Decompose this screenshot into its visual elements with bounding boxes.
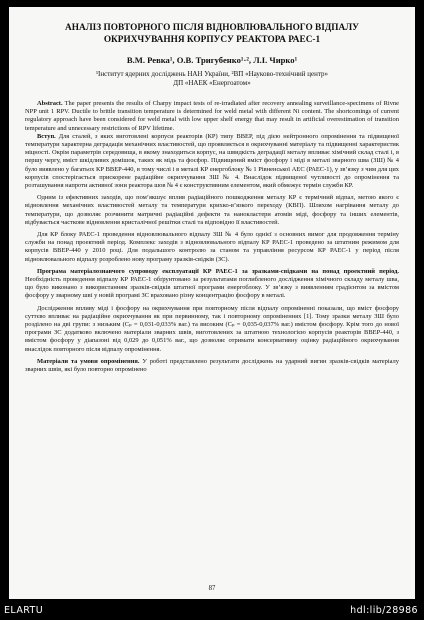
repository-footer [0,601,424,620]
abstract-paragraph [25,100,399,133]
abstract-label: Abstract. [37,100,63,107]
page-number: 87 [208,585,216,592]
section-materials-heading: Матеріали та умови опромінення. [37,357,140,365]
body-paragraph-5: Дослідження впливу міді і фосфору на окрихчування при повторному після відпалу опроміненні показали, що вміст фосфору суттєво впливає на радіаційне окрихчування як при первинному, так і повторному опроміненнях [1]. Тому зразки металу ЗШ було розділено на дві групи: з низьким (Cₚ = 0,031-0,033% ваг.) та високим (Cₚ = 0,035-0,037% ваг.) вмістом фосфору. Крім того до нової програми ЗС додатково включено матеріали зварних швів, виготовлених за штатною технологією корпусів реакторів ВВЕР-440, з вмістом фосфору у діапазоні від 0,029 до 0,051% ваг., що дозволяє отримати консервативну оцінку радіаційного окрихчування внаслідок повторного після відпалу опромінення. [25,304,399,353]
paper-page [9,7,415,599]
paper-title: АНАЛІЗ ПОВТОРНОГО ПІСЛЯ ВІДНОВЛЮВАЛЬНОГО ВІДПАЛУ ОКРИХЧУВАННЯ КОРПУСУ РЕАКТОРА РАЕС-1 [65,23,359,45]
section-program-heading: Програма матеріалознавчого супроводу експлуатації КР РАЕС-1 за зразками-свідками на понад проектний період. [37,267,399,275]
footer-handle-label: hdl:lib/28986 [350,605,418,616]
intro-text: Для сталей, з яких виготовлені корпуси реакторів (КР) типу ВВЕР, під дією нейтронного опромінення та підвищеної температури характерна деградація механічних властивостей, що проявляється в окрихчуванні матеріалу та підвищенні характеристик міцності. Окрім параметрів середовища, в якому знаходиться корпус, на швидкість деградації металу впливає хімічний склад сталі і, в першу чергу, вміст шкідливих домішок, таких як мідь та фосфор. Підвищений вміст фосфору і міді в металі зварного шва (ЗШ) № 4 було виявлено у багатьох КР ВВЕР-440, в тому числі і в металі КР енергоблоку № 1 Рівненської АЕС (РАЕС-1), у зв’язку з чим для цих корпусів спостерігається прискорене радіаційне окрихчування ЗШ № 4. Внаслідок підвищеної чутливості до опромінення та розташування напроти активної зони реактора шов № 4 є конструктивним елементом, який обмежує термін служби КР. [25,132,399,190]
affiliation [25,70,399,88]
section-program-text: Необхідність проведення відпалу КР РАЕС-1 обґрунтовано за результатами поглибленого дослідження хімічного складу металу шва, що було виконано з використанням зразків-свідків штатної програми енергоблоку. У зв’язку з виявленням градієнтом за вмістом фосфору у зварному шві у новій програмі ЗС враховано різну концентрацію фосфору в металі. [25,276,399,300]
paper-authors: В.М. Ревка¹, О.В. Тригубенко¹·², Л.І. Чирко¹ [126,55,298,65]
footer-left-label: ELARTU [4,605,44,616]
affiliation-line-1: ¹Інститут ядерних досліджень НАН України, ²ВП «Науково-технічний центр» [95,70,329,78]
intro-paragraph [25,133,399,190]
body-paragraph-2: Одним із ефективних заходів, що пом’якшує вплив радіаційного пошкодження металу КР є термічний відпал, метою якого є відновлення механічних властивостей металу та температури крихко-в’язкого переходу (КВП). Шляхом нагрівання металу до температури, що дозволяє розчинити матричні радіаційні дефекти та нанокластери атомів міді, фосфору та інших елементів, відбувається часткове відновлення кристалічної решітки сталі та відповідно її властивостей. [25,194,399,226]
body-paragraph-3: Для КР блоку РАЕС-1 проведення відновлювального відпалу ЗШ № 4 було однієї з основних вимог для продовження терміну служби на понад проектний період. Комплекс заходів з відновлювального відпалу КР РАЕС-1 проведено за штатним режимом для корпусів ВВЕР-440 у 2010 році. Для подальшого контролю за станом та управління ресурсом КР РАЕС-1 у період після відновлювального відпалу розроблено нову програму зразків-свідків (ЗС). [25,231,399,263]
intro-label: Вступ. [37,132,56,140]
affiliation-line-2: ДП «НАЕК «Енергоатом» [173,79,251,87]
abstract-text: The paper presents the results of Charpy impact tests of re-irradiated after recovery annealing surveillance-specimens of Rivne NPP unit 1 RPV. Ductile to brittle transition temperature is determined for weld metal with different Ni content. The shortcomings of current regulatory approach have been considered for weld metal with low upper shelf energy that may result in artificial overestimation of transition temperature and unnecessary restrictions of RPV lifetime. [25,100,399,132]
section-materials-text: У роботі представлено результати досліджень на ударний вигин зразків-свідків матеріалу зварних швів, які було повторно опромінено [25,357,399,374]
section-materials-paragraph [25,358,399,374]
section-program-paragraph [25,268,399,301]
